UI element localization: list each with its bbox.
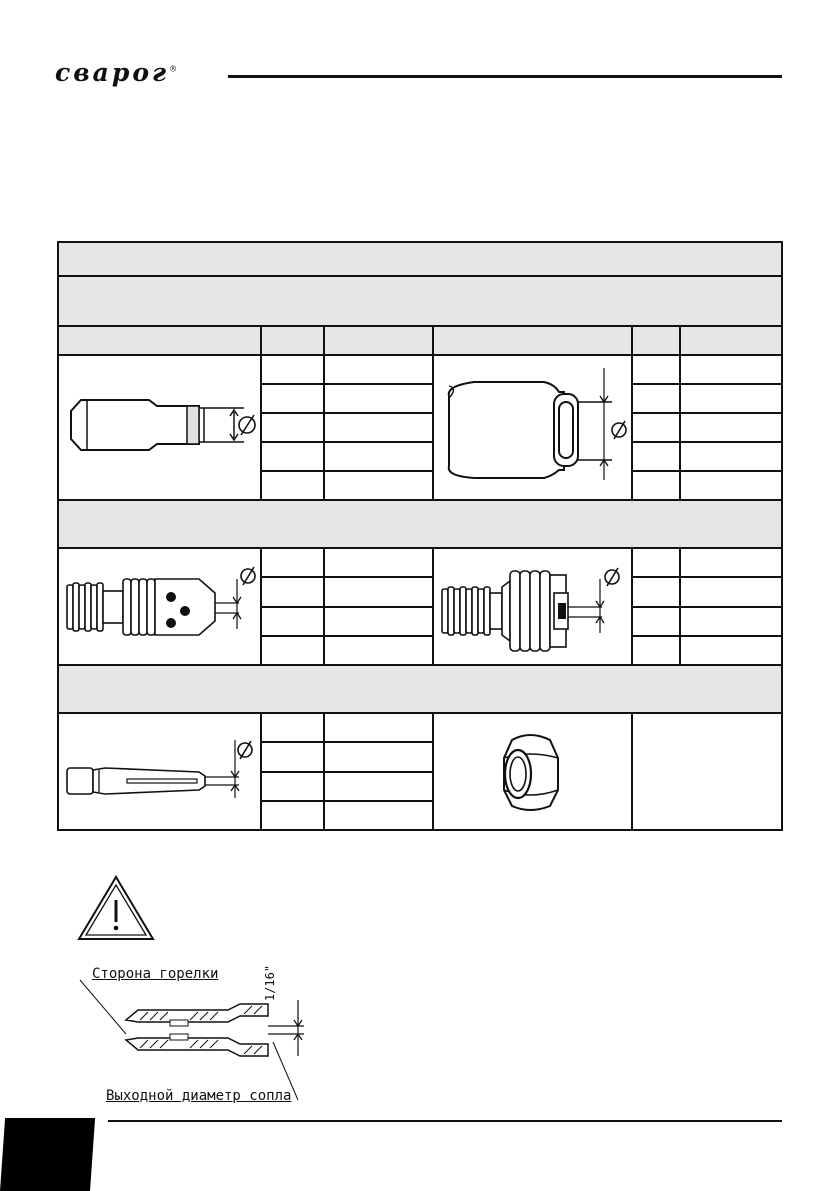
table-cell (680, 471, 782, 500)
table-cell (261, 801, 324, 830)
dimension-label: 1/16" (263, 964, 278, 1002)
col-header-cell (433, 326, 632, 355)
footer-rule (108, 1120, 782, 1122)
table-cell (261, 713, 324, 742)
registered-mark: ® (169, 64, 178, 74)
table-cell (261, 413, 324, 442)
collet-icon (59, 714, 258, 826)
insulator-icon (434, 714, 629, 826)
table-cell (261, 471, 324, 500)
table-row (58, 548, 782, 577)
table-cell (324, 607, 433, 636)
outlet-diameter-label: Выходной диаметр сопла (106, 1088, 292, 1104)
collet-body-image-cell (58, 548, 261, 665)
page-footer-block (0, 1118, 95, 1191)
table-cell (261, 607, 324, 636)
warning-icon (76, 874, 156, 942)
nozzle-section-diagram (78, 960, 328, 1110)
table-cell (324, 548, 433, 577)
table-cell (324, 442, 433, 471)
col-header-cell (680, 326, 782, 355)
table-cell (261, 548, 324, 577)
col-header-cell (632, 326, 680, 355)
table-cell (680, 636, 782, 665)
brand-logo-text: сварог (55, 58, 170, 87)
section-header-nozzles (58, 276, 782, 326)
table-cell (680, 355, 782, 384)
gas-lens-image-cell (433, 548, 632, 665)
table-cell (324, 772, 433, 801)
col-header-cell (261, 326, 324, 355)
torch-side-label: Сторона горелки (92, 966, 219, 982)
table-cell (680, 607, 782, 636)
table-cell (324, 742, 433, 771)
table-cell (632, 355, 680, 384)
col-header-cell (324, 326, 433, 355)
table-cell (680, 442, 782, 471)
table-cell (632, 548, 680, 577)
header-rule (228, 75, 782, 78)
empty-cell (632, 713, 782, 830)
gas-lens-icon (434, 549, 629, 661)
collet-body-icon (59, 549, 258, 661)
brand-logo (55, 58, 177, 87)
collet-image-cell (58, 713, 261, 830)
insulator-image-cell (433, 713, 632, 830)
table-cell (261, 442, 324, 471)
table-cell (261, 772, 324, 801)
section-header-collets (58, 665, 782, 713)
table-cell (632, 384, 680, 413)
table-cell (324, 413, 433, 442)
table-title-row (58, 242, 782, 276)
table-cell (680, 577, 782, 606)
table-cell (324, 577, 433, 606)
parts-table (57, 241, 783, 831)
table-cell (680, 413, 782, 442)
nozzle-icon (59, 356, 258, 496)
table-cell (261, 742, 324, 771)
table-cell (261, 636, 324, 665)
table-cell (324, 713, 433, 742)
nozzle-image-cell (58, 355, 261, 500)
section-header-cell (58, 500, 782, 548)
table-cell (261, 355, 324, 384)
table-cell (632, 471, 680, 500)
table-cell (261, 384, 324, 413)
table-title-cell (58, 242, 782, 276)
section-header-cell (58, 276, 782, 326)
nozzle-large-image-cell (433, 355, 632, 500)
table-cell (324, 801, 433, 830)
table-row (58, 713, 782, 742)
table-cell (632, 607, 680, 636)
table-cell (632, 636, 680, 665)
table-cell (680, 384, 782, 413)
table-cell (632, 442, 680, 471)
section-header-cell (58, 665, 782, 713)
table-cell (324, 355, 433, 384)
table-cell (324, 384, 433, 413)
col-header-cell (58, 326, 261, 355)
table-cell (324, 636, 433, 665)
column-header-row (58, 326, 782, 355)
table-cell (632, 413, 680, 442)
table-cell (632, 577, 680, 606)
section-header-bodies (58, 500, 782, 548)
table-row (58, 355, 782, 384)
nozzle-icon (434, 356, 629, 496)
table-cell (324, 471, 433, 500)
table-cell (680, 548, 782, 577)
table-cell (261, 577, 324, 606)
